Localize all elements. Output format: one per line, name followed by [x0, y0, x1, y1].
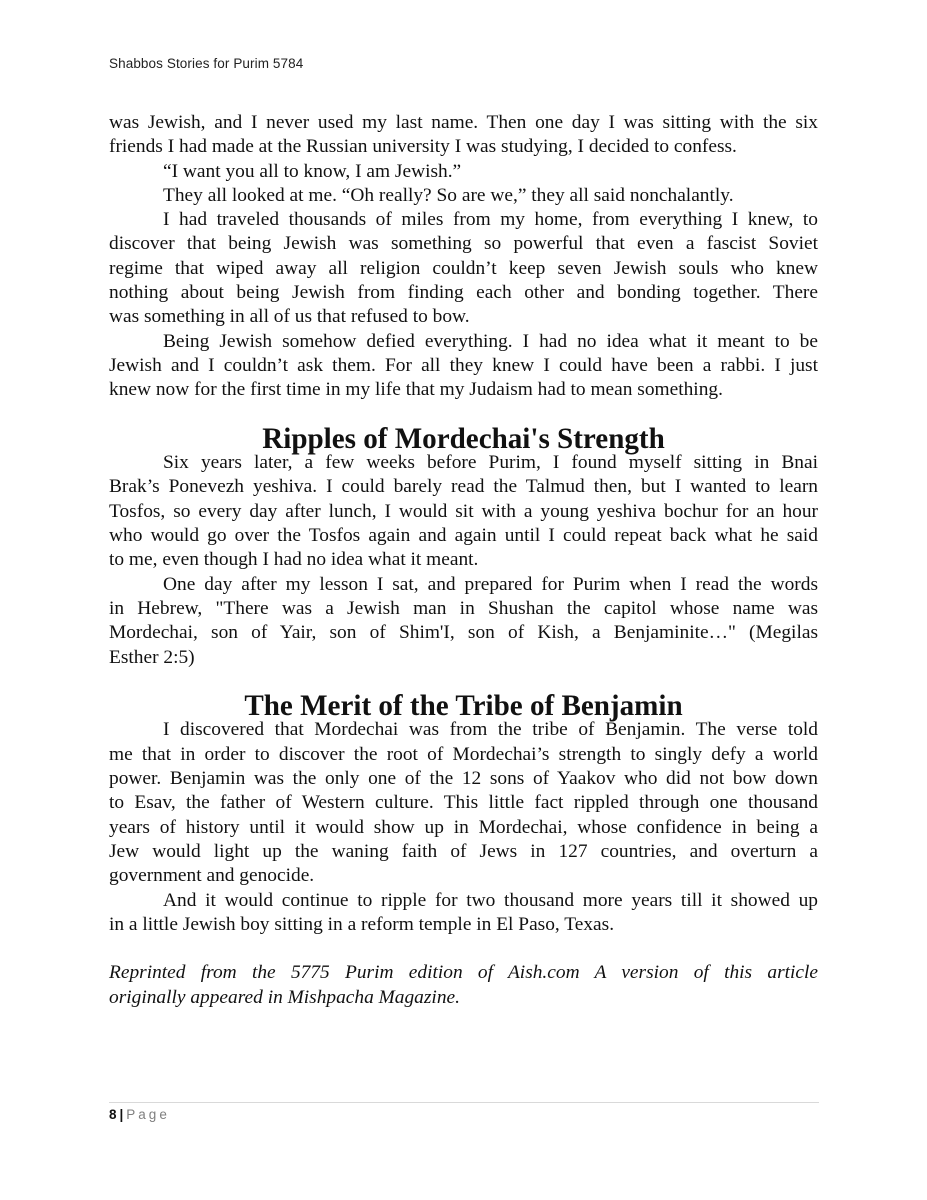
running-header: Shabbos Stories for Purim 5784: [109, 56, 304, 71]
text-line: me that in order to discover the root of Mordechai’s strength to singly defy a world: [109, 743, 818, 765]
text-line: who would go over the Tosfos again and again until I could repeat back what he said: [109, 525, 818, 547]
paragraph: [109, 208, 818, 329]
section-heading: Ripples of Mordechai's Strength: [262, 422, 665, 455]
text-line: And it would continue to ripple for two thousand more years till it showed up: [163, 889, 818, 911]
reprint-note: [109, 961, 818, 1010]
text-line: I had traveled thousands of miles from my home, from everything I knew, to: [163, 209, 818, 231]
paragraph: [109, 889, 818, 938]
text-line: Jewish and I couldn’t ask them. For all they knew I could have been a rabbi. I just: [109, 354, 818, 376]
text-line: knew now for the first time in my life that my Judaism had to mean something.: [109, 379, 723, 401]
text-line: Tosfos, so every day after lunch, I would sit with a young yeshiva bochur for an hour: [109, 500, 818, 522]
text-line: Esther 2:5): [109, 646, 195, 668]
page-footer: [109, 1107, 170, 1122]
text-line: discover that being Jewish was something so powerful that even a fascist Soviet: [109, 233, 818, 255]
text-line: I discovered that Mordechai was from the tribe of Benjamin. The verse told: [163, 719, 818, 741]
footer-separator: |: [119, 1107, 124, 1122]
paragraph: [109, 184, 818, 208]
text-line: nothing about being Jewish from finding each other and bonding together. There: [109, 282, 818, 304]
paragraph: [109, 111, 818, 160]
text-line: Brak’s Ponevezh yeshiva. I could barely read the Talmud then, but I wanted to learn: [109, 476, 818, 498]
text-line: to Esav, the father of Western culture. This little fact rippled through one thousand: [109, 792, 818, 814]
text-line: to me, even though I had no idea what it meant.: [109, 549, 479, 571]
page-label: Page: [126, 1107, 170, 1122]
text-line: originally appeared in Mishpacha Magazine.: [109, 986, 460, 1008]
text-line: Reprinted from the 5775 Purim edition of Aish.com A version of this article: [109, 962, 818, 984]
text-line: was Jewish, and I never used my last name. Then one day I was sitting with the six: [109, 112, 818, 133]
text-line: regime that wiped away all religion couldn’t keep seven Jewish souls who knew: [109, 257, 818, 279]
paragraph: [109, 573, 818, 670]
text-line: years of history until it would show up in Mordechai, whose confidence in being a: [109, 816, 818, 838]
paragraph: [109, 718, 818, 888]
text-line: One day after my lesson I sat, and prepared for Purim when I read the words: [163, 573, 818, 595]
text-line: in a little Jewish boy sitting in a reform temple in El Paso, Texas.: [109, 913, 615, 935]
text-line: Six years later, a few weeks before Purim, I found myself sitting in Bnai: [163, 452, 818, 474]
text-line: Jew would light up the waning faith of Jews in 127 countries, and overturn a: [109, 840, 818, 862]
section-intro: [109, 111, 818, 403]
text-line: power. Benjamin was the only one of the 12 sons of Yaakov who did not bow down: [109, 768, 818, 790]
section-ripples: [109, 422, 818, 670]
footer-divider: [109, 1102, 819, 1103]
body-text: [109, 111, 818, 1010]
blank-line: [109, 937, 818, 961]
page-number: 8: [109, 1107, 117, 1122]
section-merit: [109, 690, 818, 937]
text-line: “I want you all to know, I am Jewish.”: [163, 160, 462, 182]
text-line: friends I had made at the Russian university I was studying, I decided to confess.: [109, 136, 737, 158]
section-heading: The Merit of the Tribe of Benjamin: [244, 690, 683, 723]
text-line: government and genocide.: [109, 865, 315, 887]
text-line: in Hebrew, "There was a Jewish man in Shushan the capitol whose name was: [109, 597, 818, 619]
text-line: Mordechai, son of Yair, son of Shim'I, son of Kish, a Benjaminite…" (Megilas: [109, 622, 818, 644]
text-line: They all looked at me. “Oh really? So are we,” they all said nonchalantly.: [163, 184, 734, 206]
text-line: was something in all of us that refused to bow.: [109, 306, 470, 328]
paragraph: [109, 330, 818, 403]
paragraph: [109, 451, 818, 572]
paragraph: [109, 160, 818, 184]
text-line: Being Jewish somehow defied everything. I had no idea what it meant to be: [163, 330, 818, 352]
